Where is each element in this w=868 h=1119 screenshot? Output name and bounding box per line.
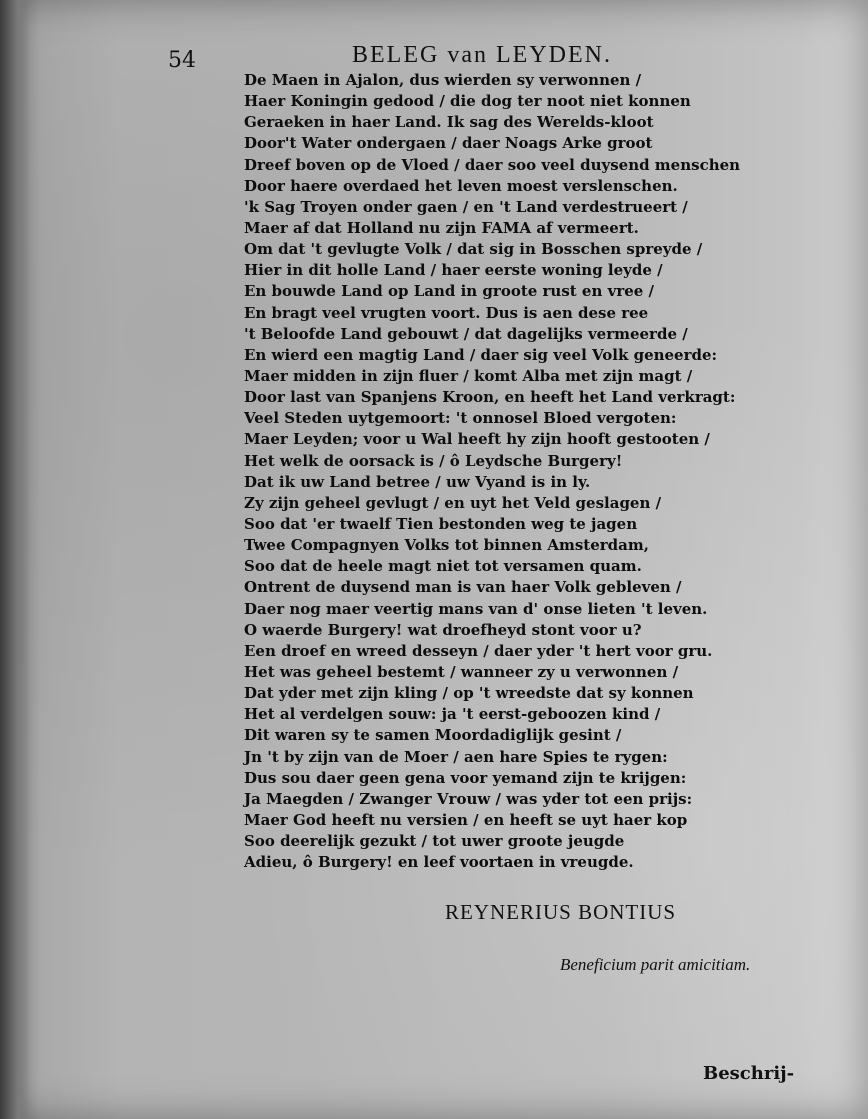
poem-line: Een droef en wreed desseyn / daer yder 't hert voor gru. [244, 641, 713, 660]
poem-line: Dus sou daer geen gena voor yemand zijn te krijgen: [244, 768, 687, 787]
author-signature: REYNERIUS BONTIUS [445, 900, 677, 924]
poem-line: Het welk de oorsack is / ô Leydsche Burgery! [244, 451, 623, 470]
poem-line: Ontrent de duysend man is van haer Volk gebleven / [244, 578, 682, 597]
poem-line: En bragt veel vrugten voort. Dus is aen dese ree [244, 303, 649, 322]
poem-line: 't Beloofde Land gebouwt / dat dagelijks vermeerde / [244, 324, 688, 343]
poem-text [244, 70, 804, 873]
poem-line: Daer nog maer veertig mans van d' onse lieten 't leven. [244, 599, 708, 618]
poem-line: Maer midden in zijn fluer / komt Alba met zijn magt / [244, 366, 693, 385]
poem-line: Soo deerelijk gezukt / tot uwer groote jeugde [244, 832, 625, 851]
poem-line: Dat yder met zijn kling / op 't wreedste dat sy konnen [244, 684, 694, 703]
poem-line: Dit waren sy te samen Moordadiglijk gesint / [244, 726, 622, 745]
poem-line: Veel Steden uytgemoort: 't onnosel Bloed vergoten: [244, 409, 677, 428]
poem-line: Zy zijn geheel gevlugt / en uyt het Veld geslagen / [244, 493, 662, 512]
poem-line: Dreef boven op de Vloed / daer soo veel duysend menschen [244, 155, 741, 174]
poem-line: Door haere overdaed het leven moest verslenschen. [244, 176, 678, 195]
poem-line: Maer af dat Holland nu zijn FAMA af vermeert. [244, 218, 639, 237]
page-number: 54 [168, 48, 196, 73]
poem-line: 'k Sag Troyen onder gaen / en 't Land verdestrueert / [244, 197, 688, 216]
poem-line: Geraeken in haer Land. Ik sag des Werelds-kloot [244, 113, 654, 132]
poem-line: Maer God heeft nu versien / en heeft se uyt haer kop [244, 810, 688, 829]
poem-line: Jn 't by zijn van de Moer / aen hare Spies te rygen: [244, 747, 668, 766]
poem-line: Dat ik uw Land betree / uw Vyand is in ly. [244, 472, 591, 491]
poem-line: Haer Koningin gedood / die dog ter noot niet konnen [244, 92, 691, 111]
poem-line: Om dat 't gevlugte Volk / dat sig in Bosschen spreyde / [244, 240, 703, 259]
poem-line: Door't Water ondergaen / daer Noags Arke groot [244, 134, 653, 153]
poem-line: Twee Compagnyen Volks tot binnen Amsterdam, [244, 536, 649, 555]
poem-line: Het was geheel bestemt / wanneer zy u verwonnen / [244, 662, 679, 681]
running-head: BELEG van LEYDEN. [352, 42, 612, 68]
poem-line: Soo dat de heele magt niet tot versamen quam. [244, 557, 642, 576]
poem-line: O waerde Burgery! wat droefheyd stont voor u? [244, 620, 642, 639]
motto: Beneficium parit amicitiam. [560, 955, 751, 974]
poem-line: Het al verdelgen souw: ja 't eerst-geboozen kind / [244, 705, 661, 724]
page-left-edge-shadow [0, 0, 30, 1119]
poem-line: De Maen in Ajalon, dus wierden sy verwonnen / [244, 71, 642, 89]
poem-line: En bouwde Land op Land in groote rust en vree / [244, 282, 655, 301]
poem-line: Ja Maegden / Zwanger Vrouw / was yder tot een prijs: [244, 789, 693, 808]
poem-line: Soo dat 'er twaelf Tien bestonden weg te jagen [244, 514, 638, 533]
poem-line: Door last van Spanjens Kroon, en heeft het Land verkragt: [244, 388, 736, 407]
poem-line: Adieu, ô Burgery! en leef voortaen in vreugde. [244, 853, 634, 872]
catchword: Beschrij- [703, 1063, 795, 1084]
poem-line: Maer Leyden; voor u Wal heeft hy zijn hooft gestooten / [244, 430, 710, 449]
poem-line: En wierd een magtig Land / daer sig veel Volk geneerde: [244, 345, 718, 364]
poem-line: Hier in dit holle Land / haer eerste woning leyde / [244, 261, 663, 280]
